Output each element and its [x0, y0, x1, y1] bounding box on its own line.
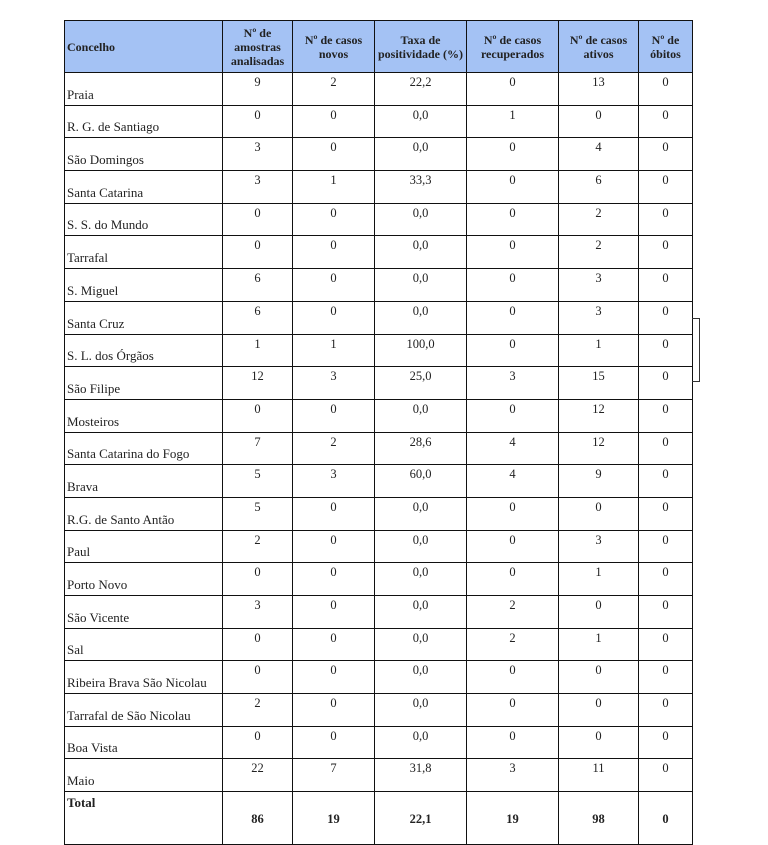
value-cell: 0 [293, 269, 375, 302]
table-row [65, 726, 693, 759]
value-cell: 3 [559, 301, 639, 334]
table-row [65, 203, 693, 236]
value-cell: 0 [467, 530, 559, 563]
value-cell: 2 [559, 203, 639, 236]
value-cell: 100,0 [375, 334, 467, 367]
value-cell: 15 [559, 367, 639, 400]
value-cell: 28,6 [375, 432, 467, 465]
column-header: Nº de amostras analisadas [223, 21, 293, 73]
value-cell: 0 [467, 726, 559, 759]
value-cell: 0 [467, 563, 559, 596]
value-cell: 5 [223, 465, 293, 498]
value-cell: 0 [467, 269, 559, 302]
concelho-cell: Santa Catarina [65, 171, 223, 204]
value-cell: 0 [467, 301, 559, 334]
concelho-cell: S. L. dos Órgãos [65, 334, 223, 367]
total-cell: 19 [467, 792, 559, 845]
value-cell: 0 [293, 596, 375, 629]
value-cell: 0,0 [375, 661, 467, 694]
total-cell: 98 [559, 792, 639, 845]
value-cell: 0 [639, 105, 693, 138]
value-cell: 1 [293, 171, 375, 204]
value-cell: 0,0 [375, 269, 467, 302]
table-row [65, 171, 693, 204]
table-row [65, 301, 693, 334]
value-cell: 3 [293, 367, 375, 400]
value-cell: 0 [639, 301, 693, 334]
value-cell: 0 [293, 563, 375, 596]
value-cell: 0 [223, 236, 293, 269]
total-cell: 22,1 [375, 792, 467, 845]
value-cell: 0 [639, 334, 693, 367]
table-row [65, 661, 693, 694]
value-cell: 2 [293, 432, 375, 465]
table-row [65, 138, 693, 171]
column-header: Nº de casos recuperados [467, 21, 559, 73]
value-cell: 2 [467, 596, 559, 629]
value-cell: 1 [223, 334, 293, 367]
value-cell: 31,8 [375, 759, 467, 792]
value-cell: 0 [639, 73, 693, 106]
value-cell: 4 [467, 465, 559, 498]
value-cell: 0,0 [375, 497, 467, 530]
value-cell: 6 [223, 269, 293, 302]
value-cell: 0,0 [375, 563, 467, 596]
covid-cases-table [64, 20, 693, 845]
value-cell: 2 [223, 530, 293, 563]
side-bracket [692, 318, 700, 382]
concelho-cell: Maio [65, 759, 223, 792]
concelho-cell: Brava [65, 465, 223, 498]
value-cell: 9 [223, 73, 293, 106]
value-cell: 0 [639, 596, 693, 629]
table-row [65, 497, 693, 530]
value-cell: 0,0 [375, 726, 467, 759]
value-cell: 0 [467, 203, 559, 236]
value-cell: 13 [559, 73, 639, 106]
table-row [65, 105, 693, 138]
value-cell: 2 [467, 628, 559, 661]
value-cell: 7 [293, 759, 375, 792]
value-cell: 1 [559, 628, 639, 661]
table-row [65, 759, 693, 792]
value-cell: 9 [559, 465, 639, 498]
value-cell: 0 [639, 236, 693, 269]
value-cell: 33,3 [375, 171, 467, 204]
value-cell: 0 [639, 563, 693, 596]
value-cell: 0,0 [375, 399, 467, 432]
table-row [65, 465, 693, 498]
value-cell: 0,0 [375, 596, 467, 629]
value-cell: 60,0 [375, 465, 467, 498]
value-cell: 2 [223, 694, 293, 727]
value-cell: 22 [223, 759, 293, 792]
value-cell: 0 [223, 661, 293, 694]
value-cell: 0 [223, 399, 293, 432]
column-header: Nº de óbitos [639, 21, 693, 73]
value-cell: 0 [639, 530, 693, 563]
value-cell: 11 [559, 759, 639, 792]
value-cell: 0 [223, 105, 293, 138]
value-cell: 3 [293, 465, 375, 498]
value-cell: 0 [467, 694, 559, 727]
value-cell: 0,0 [375, 138, 467, 171]
value-cell: 3 [467, 367, 559, 400]
value-cell: 0,0 [375, 694, 467, 727]
concelho-cell: Paul [65, 530, 223, 563]
header-row [65, 21, 693, 73]
value-cell: 0 [639, 203, 693, 236]
concelho-cell: R. G. de Santiago [65, 105, 223, 138]
table-row [65, 563, 693, 596]
value-cell: 0 [293, 236, 375, 269]
concelho-cell: São Domingos [65, 138, 223, 171]
value-cell: 0,0 [375, 105, 467, 138]
value-cell: 0 [293, 661, 375, 694]
table-row [65, 236, 693, 269]
table-row [65, 628, 693, 661]
value-cell: 0 [559, 726, 639, 759]
value-cell: 0 [639, 399, 693, 432]
value-cell: 5 [223, 497, 293, 530]
value-cell: 0 [223, 563, 293, 596]
value-cell: 12 [559, 432, 639, 465]
value-cell: 0 [639, 432, 693, 465]
value-cell: 0 [467, 236, 559, 269]
concelho-cell: Tarrafal [65, 236, 223, 269]
column-header: Taxa de positividade (%) [375, 21, 467, 73]
value-cell: 0 [293, 138, 375, 171]
concelho-cell: Sal [65, 628, 223, 661]
value-cell: 3 [223, 138, 293, 171]
concelho-cell: R.G. de Santo Antão [65, 497, 223, 530]
concelho-cell: Mosteiros [65, 399, 223, 432]
total-row [65, 792, 693, 845]
concelho-cell: Porto Novo [65, 563, 223, 596]
value-cell: 2 [559, 236, 639, 269]
value-cell: 0 [467, 138, 559, 171]
value-cell: 25,0 [375, 367, 467, 400]
value-cell: 0,0 [375, 203, 467, 236]
value-cell: 0 [559, 596, 639, 629]
total-cell: 86 [223, 792, 293, 845]
value-cell: 7 [223, 432, 293, 465]
value-cell: 0 [293, 203, 375, 236]
value-cell: 0 [467, 399, 559, 432]
value-cell: 0 [467, 171, 559, 204]
table-row [65, 73, 693, 106]
value-cell: 2 [293, 73, 375, 106]
value-cell: 0 [639, 269, 693, 302]
value-cell: 4 [559, 138, 639, 171]
value-cell: 0 [559, 694, 639, 727]
value-cell: 0 [223, 726, 293, 759]
value-cell: 0 [467, 73, 559, 106]
value-cell: 0 [293, 399, 375, 432]
value-cell: 0 [293, 694, 375, 727]
value-cell: 0,0 [375, 530, 467, 563]
value-cell: 0 [639, 726, 693, 759]
value-cell: 0 [559, 661, 639, 694]
value-cell: 0 [559, 497, 639, 530]
concelho-cell: São Filipe [65, 367, 223, 400]
column-header: Nº de casos ativos [559, 21, 639, 73]
concelho-cell: Ribeira Brava São Nicolau [65, 661, 223, 694]
value-cell: 3 [559, 269, 639, 302]
value-cell: 0 [639, 628, 693, 661]
table-row [65, 596, 693, 629]
value-cell: 0 [293, 497, 375, 530]
concelho-cell: Santa Catarina do Fogo [65, 432, 223, 465]
value-cell: 4 [467, 432, 559, 465]
value-cell: 0 [639, 497, 693, 530]
value-cell: 6 [223, 301, 293, 334]
value-cell: 0 [223, 628, 293, 661]
table-row [65, 334, 693, 367]
value-cell: 12 [223, 367, 293, 400]
value-cell: 0 [293, 301, 375, 334]
value-cell: 1 [559, 563, 639, 596]
total-cell: Total [65, 792, 223, 845]
value-cell: 0 [467, 497, 559, 530]
total-cell: 0 [639, 792, 693, 845]
table-row [65, 694, 693, 727]
table-row [65, 432, 693, 465]
value-cell: 0 [293, 628, 375, 661]
value-cell: 1 [293, 334, 375, 367]
concelho-cell: Boa Vista [65, 726, 223, 759]
value-cell: 0 [639, 465, 693, 498]
value-cell: 0,0 [375, 301, 467, 334]
value-cell: 1 [559, 334, 639, 367]
concelho-cell: S. Miguel [65, 269, 223, 302]
value-cell: 0 [467, 334, 559, 367]
value-cell: 0,0 [375, 236, 467, 269]
value-cell: 3 [223, 596, 293, 629]
concelho-cell: Santa Cruz [65, 301, 223, 334]
value-cell: 3 [559, 530, 639, 563]
table-row [65, 367, 693, 400]
value-cell: 0 [639, 661, 693, 694]
table-row [65, 530, 693, 563]
table-row [65, 399, 693, 432]
concelho-cell: Tarrafal de São Nicolau [65, 694, 223, 727]
value-cell: 0,0 [375, 628, 467, 661]
column-header: Nº de casos novos [293, 21, 375, 73]
concelho-cell: S. S. do Mundo [65, 203, 223, 236]
value-cell: 0 [467, 661, 559, 694]
value-cell: 0 [293, 530, 375, 563]
concelho-cell: São Vicente [65, 596, 223, 629]
value-cell: 0 [639, 694, 693, 727]
value-cell: 0 [639, 138, 693, 171]
value-cell: 22,2 [375, 73, 467, 106]
value-cell: 3 [223, 171, 293, 204]
value-cell: 6 [559, 171, 639, 204]
value-cell: 0 [293, 726, 375, 759]
value-cell: 0 [293, 105, 375, 138]
value-cell: 0 [559, 105, 639, 138]
value-cell: 12 [559, 399, 639, 432]
value-cell: 0 [639, 171, 693, 204]
value-cell: 0 [639, 759, 693, 792]
value-cell: 1 [467, 105, 559, 138]
concelho-cell: Praia [65, 73, 223, 106]
value-cell: 3 [467, 759, 559, 792]
column-header: Concelho [65, 21, 223, 73]
value-cell: 0 [639, 367, 693, 400]
value-cell: 0 [223, 203, 293, 236]
table-row [65, 269, 693, 302]
total-cell: 19 [293, 792, 375, 845]
